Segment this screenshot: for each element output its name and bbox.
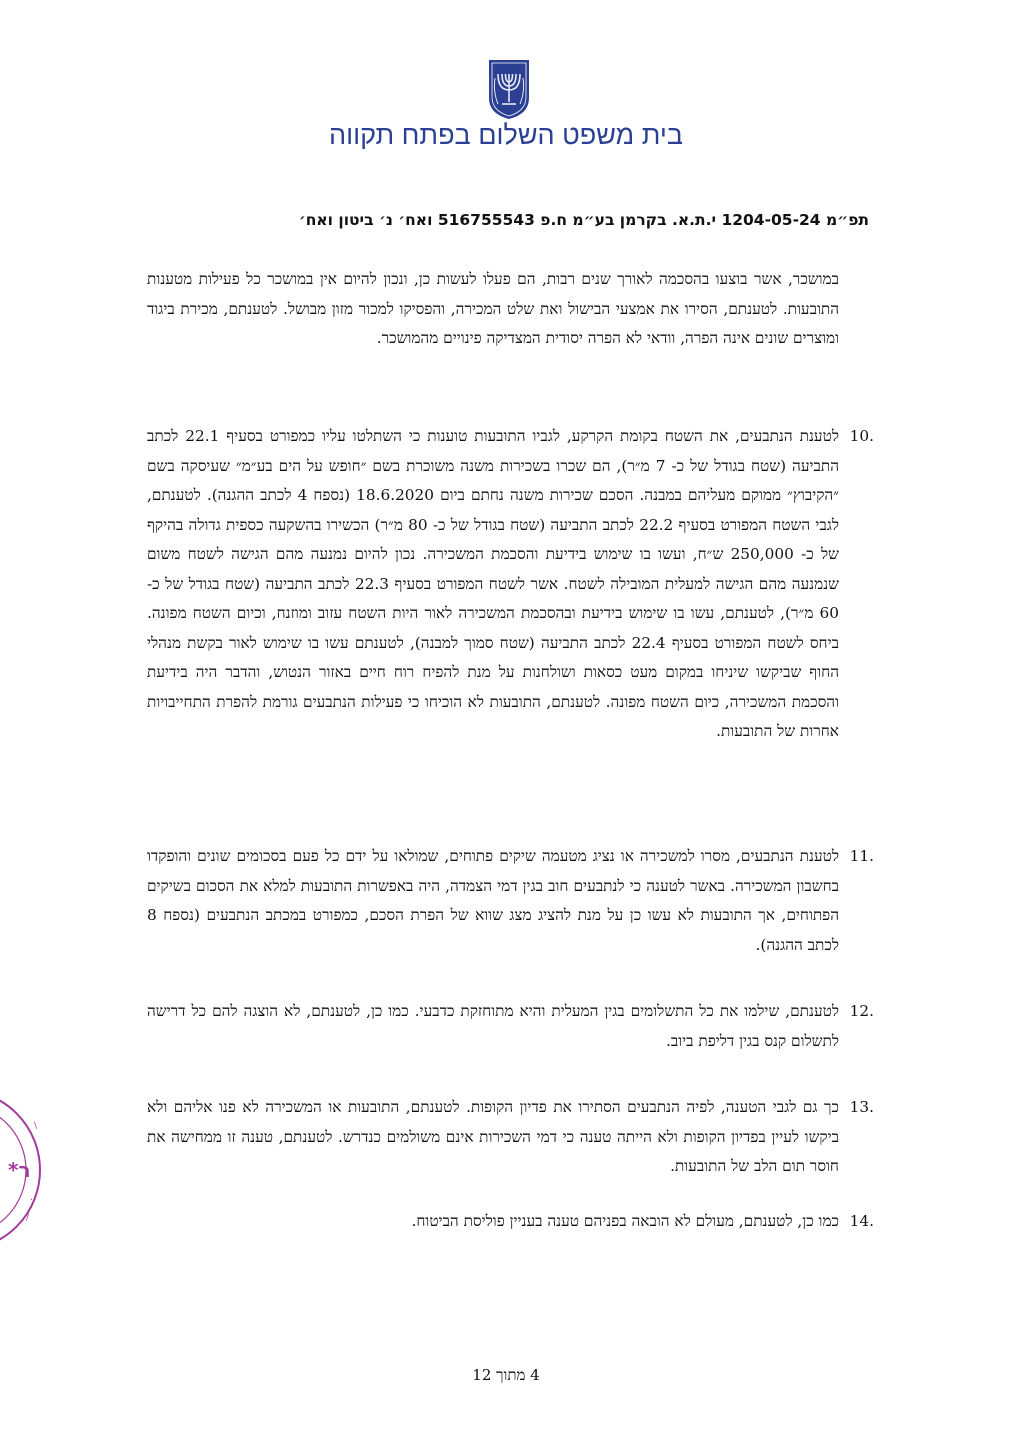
court-name: בית משפט השלום בפתח תקווה — [328, 120, 684, 150]
paragraph-14: כמו כן, לטענתם, מעולם לא הובאה בפניהם טענה בעניין פוליסת הביטוח. — [411, 1212, 839, 1230]
paragraph-number: 11. — [849, 847, 874, 865]
page-number: 4 מתוך 12 — [472, 1366, 540, 1384]
case-title: תפ״מ 1204-05-24 י.ת.א. בקרמן בע״מ ח.פ 516755543 ואח׳ נ׳ ביטון ואח׳ — [298, 211, 869, 229]
paragraph-number: 13. — [849, 1098, 874, 1116]
paragraph-number: 14. — [849, 1212, 874, 1230]
svg-text:\: \ — [34, 1121, 38, 1131]
svg-text:/: / — [26, 1213, 30, 1223]
paragraph-10: לטענת הנתבעים, את השטח בקומת הקרקע, לגביו התובעות טוענות כי השתלטו עליו כמפורט בסעיף 22.1 לכתב התביעה (שטח בגודל של כ- 7 מ״ר), הם שכרו בשכירות משנה משוכרת בשם ״חופש על הים בע״מ״ שעיסקה בשם ״הקיבוץ״ ממוקם מעליהם במבנה. הסכם שכירות משנה נחתם ביום 18.6.2020 (נספח 4 לכתב ההגנה). לטענתם, לגבי השטח המפורט בסעיף 22.2 לכתב התביעה (שטח בגודל של כ- 80 מ״ר) הכשירו בהשקעה כספית גדולה בהיקף של כ- 250,000 ש״ח, ועשו בו שימוש בידיעת והסכמת המשכירה. נכון להיום נמנעה מהם הגישה לשטח משום שנמנעה מהם הגישה למעלית המובילה לשטח. אשר לשטח המפורט בסעיף 22.3 לכתב התביעה (שטח בגודל של כ- 60 מ״ר), לטענתם, עשו בו שימוש בידיעת ובהסכמת המשכירה לאור היות השטח עזוב ומוזנח, וכיום השטח מפונה. ביחס לשטח המפורט בסעיף 22.4 לכתב התביעה (שטח סמוך למבנה), לטענתם עשו בו שימוש לאור בקשת מנהלי החוף שביקשו שיניחו במקום מעט כסאות ושולחנות על מנת להפיח רוח חיים באזור הנטוש, והדבר היה בידיעת והסכמת המשכירה, כיום השטח מפונה. לטענתם, התובעות לא הוכיחו כי פעילות הנתבעים גורמת להפרת התחייבויות אחרות של התובעות. — [147, 427, 840, 740]
stamp-fragment: *ר — [8, 1158, 31, 1182]
state-emblem-menorah-icon — [486, 58, 532, 120]
paragraph-number: 12. — [849, 1002, 874, 1020]
svg-text:.: . — [30, 1193, 33, 1203]
paragraph-continuation: במושכר, אשר בוצעו בהסכמה לאורך שנים רבות, הם פעלו לעשות כן, ונכון להיום אין במושכר כל פעילות מטענות התובעות. לטענתם, הסירו את אמצעי הבישול ואת שלט המכירה, והפסיקו למכור מזון מבושל. לטענתם, מכירת ביגוד ומוצרים שונים אינה הפרה, וודאי לא הפרה יסודית המצדיקה פינויים מהמושכר. — [147, 270, 839, 347]
paragraph-13: כך גם לגבי הטענה, לפיה הנתבעים הסתירו את פדיון הקופות. לטענתם, התובעות או המשכירה לא פנו אליהם ולא ביקשו לעיין בפדיון הקופות ולא הייתה טענה כי דמי השכירות אינם משולמים כנדרש. לטענתם, טענה זו ממחישה את חוסר תום הלב של התובעות. — [147, 1098, 840, 1175]
paragraph-number: 10. — [849, 427, 874, 445]
paragraph-11: לטענת הנתבעים, מסרו למשכירה או נציג מטעמה שיקים פתוחים, שמולאו על ידם כל פעם בסכומים שונים והופקדו בחשבון המשכירה. באשר לטענה כי לנתבעים חוב בגין דמי הצמדה, היה באפשרות התובעות למלא את הסכום בשיקים הפתוחים, אך התובעות לא עשו כן על מנת להציג מצג שווא של הפרת הסכם, כמפורט במכתב הנתבעים (נספח 8 לכתב ההגנה). — [147, 847, 839, 954]
paragraph-12: לטענתם, שילמו את כל התשלומים בגין המעלית והיא מתוחזקת כדבעי. כמו כן, לטענתם, לא הוצגה להם כל דרישה לתשלום קנס בגין דליפת ביוב. — [147, 1002, 839, 1050]
